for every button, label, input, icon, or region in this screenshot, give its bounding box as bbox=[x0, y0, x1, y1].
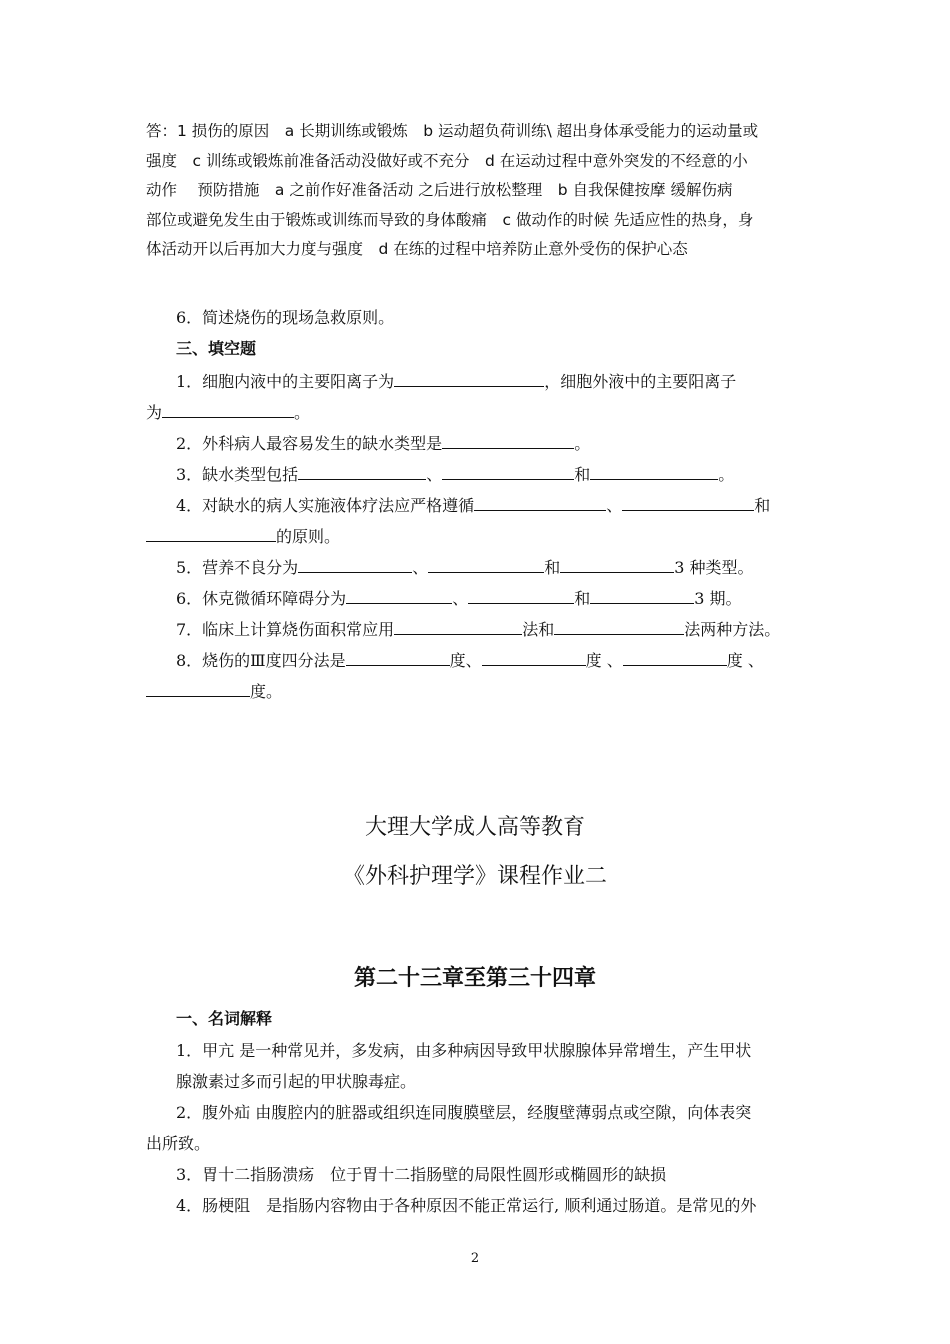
fill-blank bbox=[623, 648, 727, 666]
fill-blank bbox=[146, 679, 250, 697]
section-fill-in-heading: 三、填空题 bbox=[176, 339, 257, 358]
section-terms-heading: 一、名词解释 bbox=[176, 1009, 273, 1028]
fill-blank bbox=[428, 555, 544, 573]
answer-paragraph bbox=[146, 117, 814, 265]
answer-line: 部位或避免发生由于锻炼或训练而导致的身体酸痛 c 做动作的时候 先适应性的热身，身 bbox=[146, 210, 754, 229]
fill-blank bbox=[346, 648, 450, 666]
fill-blank bbox=[468, 586, 574, 604]
fill-question-1-cont: 为 。 bbox=[146, 400, 310, 424]
page-number: 2 bbox=[470, 1251, 480, 1266]
fill-blank bbox=[590, 586, 694, 604]
fill-blank bbox=[298, 555, 412, 573]
answer-line: 答：1 损伤的原因 a 长期训练或锻炼 b 运动超负荷训练\ 超出身体承受能力的运动量或 bbox=[146, 122, 759, 140]
fill-question-4: 4．对缺水的病人实施液体疗法应严格遵循 、 和 bbox=[176, 493, 770, 517]
fill-blank bbox=[474, 493, 606, 511]
fill-question-4-cont: 的原则。 bbox=[146, 524, 340, 548]
fill-blank bbox=[146, 524, 276, 542]
fill-question-2: 2．外科病人最容易发生的缺水类型是 。 bbox=[176, 431, 590, 455]
fill-blank bbox=[590, 462, 718, 480]
fill-question-8-cont: 度。 bbox=[146, 679, 282, 703]
fill-blank bbox=[298, 462, 426, 480]
fill-blank bbox=[560, 555, 674, 573]
fill-blank bbox=[394, 369, 544, 387]
fill-question-5: 5．营养不良分为 、 和 3 种类型。 bbox=[176, 555, 754, 579]
term-3: 3．胃十二指肠溃疡 位于胃十二指肠壁的局限性圆形或椭圆形的缺损 bbox=[176, 1165, 667, 1184]
fill-blank bbox=[482, 648, 586, 666]
fill-blank bbox=[554, 617, 684, 635]
fill-question-3: 3．缺水类型包括 、 和 。 bbox=[176, 462, 734, 486]
answer-line: 体活动开以后再加大力度与强度 d 在练的过程中培养防止意外受伤的保护心态 bbox=[146, 240, 688, 258]
fill-blank bbox=[346, 586, 452, 604]
answer-line: 动作 预防措施 a 之前作好准备活动 之后进行放松整理 b 自我保健按摩 缓解伤病 bbox=[146, 181, 733, 199]
fill-blank bbox=[442, 431, 574, 449]
term-2-cont: 出所致。 bbox=[146, 1134, 211, 1153]
fill-blank bbox=[622, 493, 754, 511]
fill-question-8: 8．烧伤的Ⅲ度四分法是 度、 度 、 度 、 bbox=[176, 648, 764, 672]
term-1-cont: 腺激素过多而引起的甲状腺毒症。 bbox=[176, 1072, 417, 1091]
fill-question-1: 1．细胞内液中的主要阳离子为 ，细胞外液中的主要阳离子 bbox=[176, 369, 736, 393]
term-2: 2．腹外疝 由腹腔内的脏器或组织连同腹膜壁层，经腹壁薄弱点或空隙，向体表突 bbox=[176, 1103, 752, 1122]
course-title: 《外科护理学》课程作业二 bbox=[342, 864, 607, 889]
fill-blank bbox=[442, 462, 574, 480]
question-6: 6．简述烧伤的现场急救原则。 bbox=[176, 308, 395, 327]
fill-question-7: 7．临床上计算烧伤面积常应用 法和 法两种方法。 bbox=[176, 617, 780, 641]
fill-blank bbox=[162, 400, 294, 418]
fill-question-6: 6．休克微循环障碍分为 、 和 3 期。 bbox=[176, 586, 742, 610]
chapter-title: 第二十三章至第三十四章 bbox=[353, 966, 596, 991]
answer-line: 强度 c 训练或锻炼前准备活动没做好或不充分 d 在运动过程中意外突发的不经意的小 bbox=[146, 151, 748, 170]
school-title: 大理大学成人高等教育 bbox=[364, 815, 585, 840]
fill-blank bbox=[394, 617, 522, 635]
term-1: 1．甲亢 是一种常见并，多发病，由多种病因导致甲状腺腺体异常增生，产生甲状 bbox=[176, 1041, 752, 1060]
term-4: 4．肠梗阻 是指肠内容物由于各种原因不能正常运行, 顺利通过肠道。是常见的外 bbox=[176, 1196, 757, 1215]
